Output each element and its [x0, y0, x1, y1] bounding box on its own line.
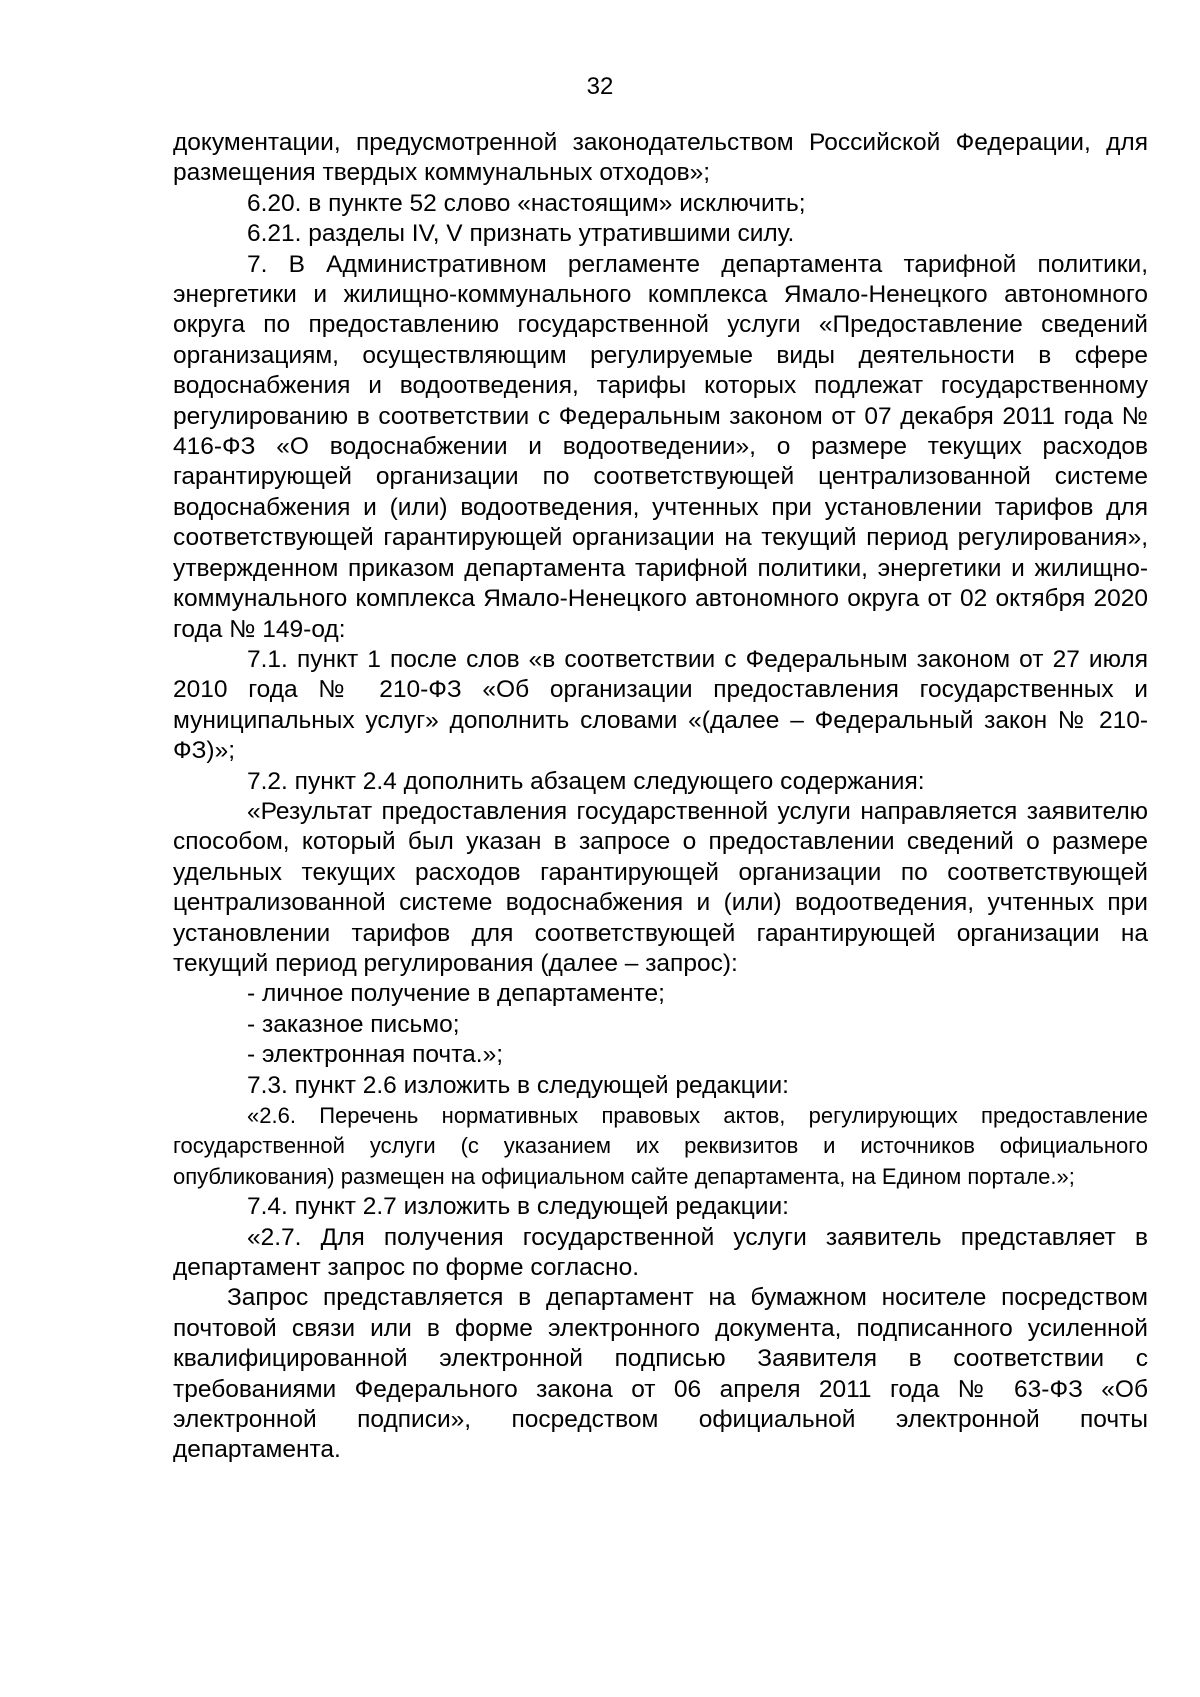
paragraph-7-2: 7.2. пункт 2.4 дополнить абзацем следующего содержания:	[247, 767, 925, 795]
list-item-email: - электронная почта.»;	[247, 1041, 504, 1069]
list-item-personal: - личное получение в департаменте;	[247, 980, 665, 1008]
paragraph-7: 7. В Административном регламенте департамента тарифной политики, энергетики и жилищно-коммунального комплекса Ямало-Ненецкого автономного округа по предоставлению государственной услуги «Предоставление сведений организациям, осуществляющим регулируемые виды деятельности в сфере водоснабжения и водоотведения, тарифы которых подлежат государственному регулированию в соответствии с Федеральным законом от 07 декабря 2011 года № 416-ФЗ «О водоснабжении и водоотведении», о размере текущих расходов гарантирующей организации по соответствующей централизованной системе водоснабжения и (или) водоотведения, учтенных при установлении тарифов для соответствующей гарантирующей организации на текущий период регулирования», утвержденном приказом департамента тарифной политики, энергетики и жилищно-коммунального комплекса Ямало-Ненецкого автономного округа от 02 октября 2020 года № 149-од:	[173, 250, 1148, 643]
paragraph-2-7: «2.7. Для получения государственной услуги заявитель представляет в департамент запрос по форме согласно.	[173, 1223, 1148, 1282]
page-number: 32	[586, 73, 614, 100]
paragraph-6-21: 6.21. разделы IV, V признать утратившими силу.	[247, 220, 795, 248]
paragraph-7-3: 7.3. пункт 2.6 изложить в следующей редакции:	[247, 1071, 789, 1099]
paragraph-2-6: «2.6. Перечень нормативных правовых актов, регулирующих предоставление государственной услуги (с указанием их реквизитов и источников официального опубликования) размещен на официальном сайте департамента, на Едином портале.»;	[173, 1103, 1148, 1189]
paragraph-result: «Результат предоставления государственной услуги направляется заявителю способом, который был указан в запросе о предоставлении сведений о размере удельных текущих расходов гарантирующей организации по соответствующей централизованной системе водоснабжения и (или) водоотведения, учтенных при установлении тарифов для соответствующей гарантирующей организации на текущий период регулирования (далее – запрос):	[173, 797, 1148, 977]
paragraph-6-20: 6.20. в пункте 52 слово «настоящим» исключить;	[247, 189, 806, 217]
paragraph-7-4: 7.4. пункт 2.7 изложить в следующей редакции:	[247, 1193, 789, 1221]
document-body	[173, 128, 1148, 1466]
paragraph-1: документации, предусмотренной законодательством Российской Федерации, для размещения твердых коммунальных отходов»;	[173, 129, 1148, 187]
paragraph-7-1: 7.1. пункт 1 после слов «в соответствии с Федеральным законом от 27 июля 2010 года № 210-ФЗ «Об организации предоставления государственных и муниципальных услуг» дополнить словами «(далее – Федеральный закон № 210-ФЗ)»;	[173, 645, 1148, 765]
paragraph-request: Запрос представляется в департамент на бумажном носителе посредством почтовой связи или в форме электронного документа, подписанного усиленной квалифицированной электронной подписью Заявителя в соответствии с требованиями Федерального закона от 06 апреля 2011 года № 63-ФЗ «Об электронной подписи», посредством официальной электронной почты департамента.	[173, 1284, 1148, 1464]
list-item-registered-mail: - заказное письмо;	[247, 1010, 460, 1038]
